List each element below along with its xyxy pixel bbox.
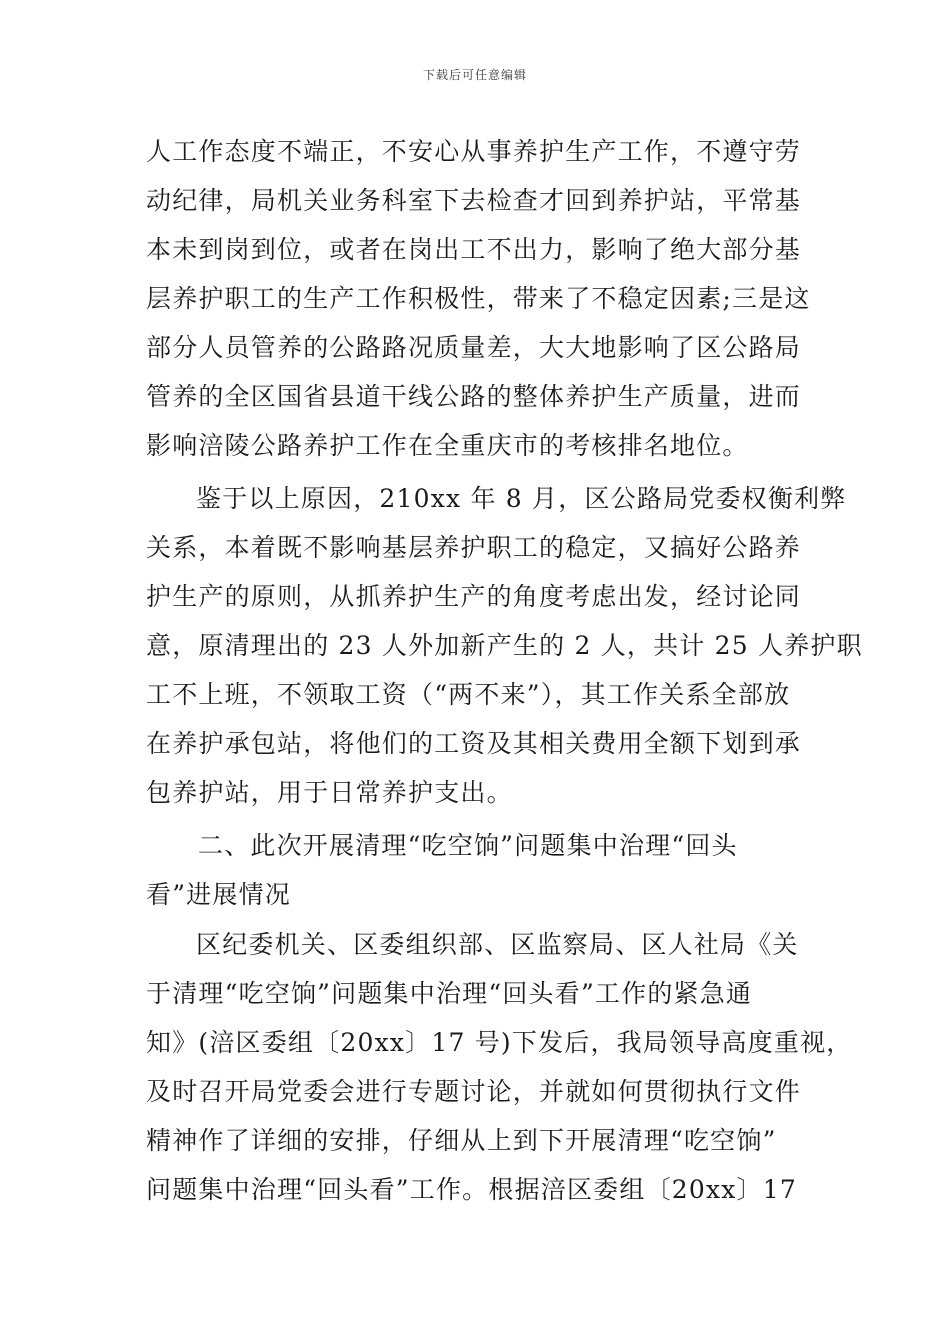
text-line: 问题集中治理“回头看”工作。根据涪区委组〔20xx〕17 xyxy=(146,1175,797,1204)
text-line: 影响涪陵公路养护工作在全重庆市的考核排名地位。 xyxy=(146,431,749,460)
paragraph-start-line: 鉴于以上原因，210xx 年 8 月，区公路局党委权衡利弊 xyxy=(196,484,847,513)
text-line: 及时召开局党委会进行专题讨论，并就如何贯彻执行文件 xyxy=(146,1077,802,1106)
text-line: 部分人员管养的公路路况质量差，大大地影响了区公路局 xyxy=(146,333,802,362)
text-line: 于清理“吃空饷”问题集中治理“回头看”工作的紧急通 xyxy=(146,979,753,1008)
text-line: 层养护职工的生产工作积极性，带来了不稳定因素;三是这 xyxy=(146,284,811,313)
text-line: 人工作态度不端正，不安心从事养护生产工作，不遵守劳 xyxy=(146,137,802,166)
section-heading-line: 二、此次开展清理“吃空饷”问题集中治理“回头 xyxy=(198,831,738,860)
text-line: 本未到岗到位，或者在岗出工不出力，影响了绝大部分基 xyxy=(146,235,802,264)
text-line: 知》(涪区委组〔20xx〕17 号)下发后，我局领导高度重视， xyxy=(146,1028,853,1057)
text-line: 护生产的原则，从抓养护生产的角度考虑出发，经讨论同 xyxy=(146,582,802,611)
paragraph-start-line: 区纪委机关、区委组织部、区监察局、区人社局《关 xyxy=(196,930,799,959)
section-heading-line: 看”进展情况 xyxy=(146,880,291,909)
text-line: 在养护承包站，将他们的工资及其相关费用全额下划到承 xyxy=(146,729,802,758)
text-line: 包养护站，用于日常养护支出。 xyxy=(146,778,513,807)
page-header-note: 下载后可任意编辑 xyxy=(422,68,527,82)
text-line: 管养的全区国省县道干线公路的整体养护生产质量，进而 xyxy=(146,382,802,411)
text-line: 动纪律，局机关业务科室下去检查才回到养护站，平常基 xyxy=(146,186,802,215)
text-line: 关系，本着既不影响基层养护职工的稳定，又搞好公路养 xyxy=(146,533,802,562)
text-line: 工不上班，不领取工资（“两不来”），其工作关系全部放 xyxy=(146,680,791,709)
text-line: 精神作了详细的安排，仔细从上到下开展清理“吃空饷” xyxy=(146,1126,777,1155)
text-line: 意，原清理出的 23 人外加新产生的 2 人，共计 25 人养护职 xyxy=(146,631,863,660)
